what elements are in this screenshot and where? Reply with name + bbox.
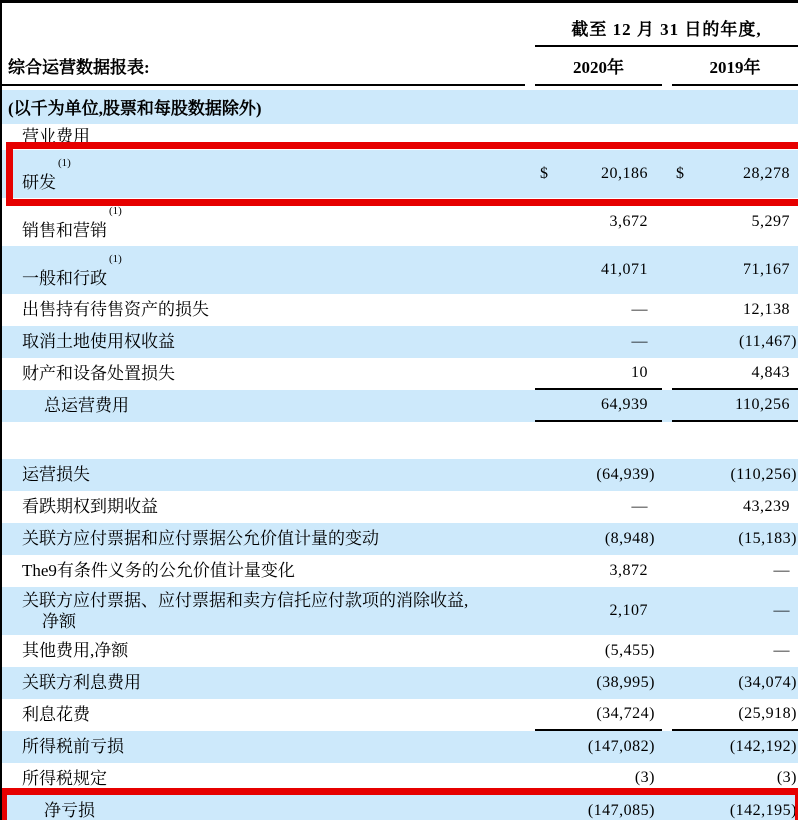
row-label-text: 出售持有待售资产的损失 (22, 300, 209, 320)
value-2020: 64,939 (535, 390, 662, 422)
currency-symbol: $ (676, 165, 685, 182)
value-2020: (8,948) (604, 530, 655, 547)
column-gap (662, 587, 672, 635)
table-body (2, 124, 798, 820)
currency-symbol: $ (540, 165, 549, 182)
column-gap (662, 358, 672, 390)
table-row (2, 198, 798, 246)
row-label (2, 326, 535, 358)
column-gap (662, 422, 672, 459)
value-2020: — (631, 498, 648, 515)
value-2019: 12,138 (743, 301, 790, 318)
value-2020: (34,724) (535, 699, 662, 731)
table-row (2, 246, 798, 294)
row-label-text: 运营损失 (22, 465, 90, 485)
table-row (2, 294, 798, 326)
value-2019: — (773, 562, 790, 579)
value-2019 (672, 422, 798, 459)
row-label (2, 731, 535, 763)
value-2019: 4,843 (672, 358, 798, 390)
column-gap (662, 198, 672, 246)
period-header-row (2, 3, 798, 47)
units-note: (以千为单位,股票和每股数据除外) (2, 90, 798, 124)
value-2020: 3,672 (609, 213, 648, 230)
value-2019: (142,192) (729, 738, 797, 755)
value-2020: 41,071 (601, 261, 648, 278)
table-row (2, 124, 798, 150)
value-2020: (3) (535, 763, 662, 795)
row-label-text: 取消土地使用权收益 (22, 332, 175, 352)
table-row (2, 731, 798, 763)
row-label (2, 422, 535, 459)
value-2020: 3,872 (609, 562, 648, 579)
table-row (2, 459, 798, 491)
value-2020: (147,085) (587, 802, 655, 819)
row-label (2, 459, 535, 491)
value-2020: 10 (535, 358, 662, 390)
period-label: 截至 12 月 31 日的年度, (535, 15, 798, 47)
row-label (2, 198, 535, 246)
value-2019: 71,167 (743, 261, 790, 278)
column-gap (662, 390, 672, 422)
column-gap (662, 124, 672, 150)
value-2019: (25,918) (672, 699, 798, 731)
column-gap (662, 763, 672, 795)
value-2019: $ 28,278 (676, 165, 790, 182)
row-label (2, 795, 535, 820)
table-row (2, 390, 798, 422)
row-label-text: 其他费用,净额 (22, 641, 129, 661)
row-label-text: 所得税规定 (22, 769, 107, 789)
column-gap (662, 699, 672, 731)
value-2020: 2,107 (609, 602, 648, 619)
row-superscript: (1) (109, 204, 122, 217)
value-2020 (535, 124, 662, 150)
row-label (2, 587, 535, 635)
column-header-2020: 2020年 (535, 53, 662, 86)
table-row (2, 763, 798, 795)
row-label-text: 关联方应付票据和应付票据公允价值计量的变动 (22, 529, 379, 549)
row-label-text: 营业费用 (22, 127, 90, 147)
row-superscript-line (22, 252, 535, 268)
value-2019: 43,239 (743, 498, 790, 515)
table-row (2, 699, 798, 731)
value-2020: (64,939) (596, 466, 655, 483)
column-gap (662, 326, 672, 358)
value-2020: (38,995) (596, 674, 655, 691)
row-label-text: 财产和设备处置损失 (22, 364, 175, 384)
table-row (2, 150, 798, 198)
column-gap (662, 459, 672, 491)
value-2019: 110,256 (672, 390, 798, 422)
value-2019: 5,297 (751, 213, 790, 230)
row-superscript: (1) (58, 156, 71, 169)
row-label-text: 净亏损 (44, 801, 95, 820)
table-row (2, 587, 798, 635)
row-label-text: 看跌期权到期收益 (22, 497, 158, 517)
row-label-text: The9有条件义务的公允价值计量变化 (22, 561, 295, 581)
value-2019: (34,074) (738, 674, 797, 691)
column-gap (662, 795, 672, 820)
row-label-text: 总运营费用 (44, 396, 129, 416)
column-header-2019: 2019年 (672, 53, 798, 86)
row-label-text: 一般和行政 (22, 268, 107, 288)
row-superscript: (1) (109, 252, 122, 265)
table-row (2, 795, 798, 820)
row-label (2, 358, 535, 390)
row-label (2, 294, 535, 326)
column-gap (662, 555, 672, 587)
column-gap (662, 635, 672, 667)
value-2020: $ 20,186 (540, 165, 648, 182)
value-2019: — (773, 642, 790, 659)
value-2020: — (631, 333, 648, 350)
value-2020: (147,082) (587, 738, 655, 755)
column-gap (662, 523, 672, 555)
column-gap (662, 294, 672, 326)
column-gap (662, 491, 672, 523)
value-2019: (3) (672, 763, 798, 795)
row-label (2, 635, 535, 667)
column-gap (662, 731, 672, 763)
table-row (2, 667, 798, 699)
table-row (2, 635, 798, 667)
row-label (2, 390, 535, 422)
row-label (2, 699, 535, 731)
row-label-second-line: 净额 (42, 612, 76, 631)
table-row (2, 523, 798, 555)
row-superscript-line (22, 156, 535, 172)
row-label (2, 555, 535, 587)
table-row (2, 491, 798, 523)
value-2019: — (773, 602, 790, 619)
row-label (2, 246, 535, 294)
value-2019: (110,256) (730, 466, 797, 483)
table-row (2, 358, 798, 390)
column-gap (662, 667, 672, 699)
column-gap (662, 150, 672, 198)
value-2020 (535, 422, 662, 459)
row-label-text: 关联方利息费用 (22, 673, 141, 693)
value-2020: (5,455) (604, 642, 655, 659)
row-label-text: 关联方应付票据、应付票据和卖方信托应付款项的消除收益, (22, 590, 469, 610)
row-label (2, 667, 535, 699)
row-label-text: 所得税前亏损 (22, 737, 124, 757)
row-label (2, 150, 535, 198)
row-label-text: 利息花费 (22, 705, 90, 725)
column-gap (662, 246, 672, 294)
value-2019: (15,183) (738, 530, 797, 547)
row-label-text: 研发 (22, 172, 56, 192)
statement-title: 综合运营数据报表: (2, 53, 525, 86)
value-2019 (672, 124, 798, 150)
value-2019: (142,195) (729, 802, 797, 819)
table-row (2, 422, 798, 459)
row-label (2, 763, 535, 795)
value-2019: (11,467) (738, 333, 797, 350)
table-row (2, 555, 798, 587)
value-2020: — (631, 301, 648, 318)
row-label-text: 销售和营销 (22, 220, 107, 240)
column-header-row (2, 53, 798, 86)
table-row (2, 326, 798, 358)
row-superscript-line (22, 204, 535, 220)
row-label (2, 523, 535, 555)
row-label (2, 124, 535, 150)
row-label (2, 491, 535, 523)
